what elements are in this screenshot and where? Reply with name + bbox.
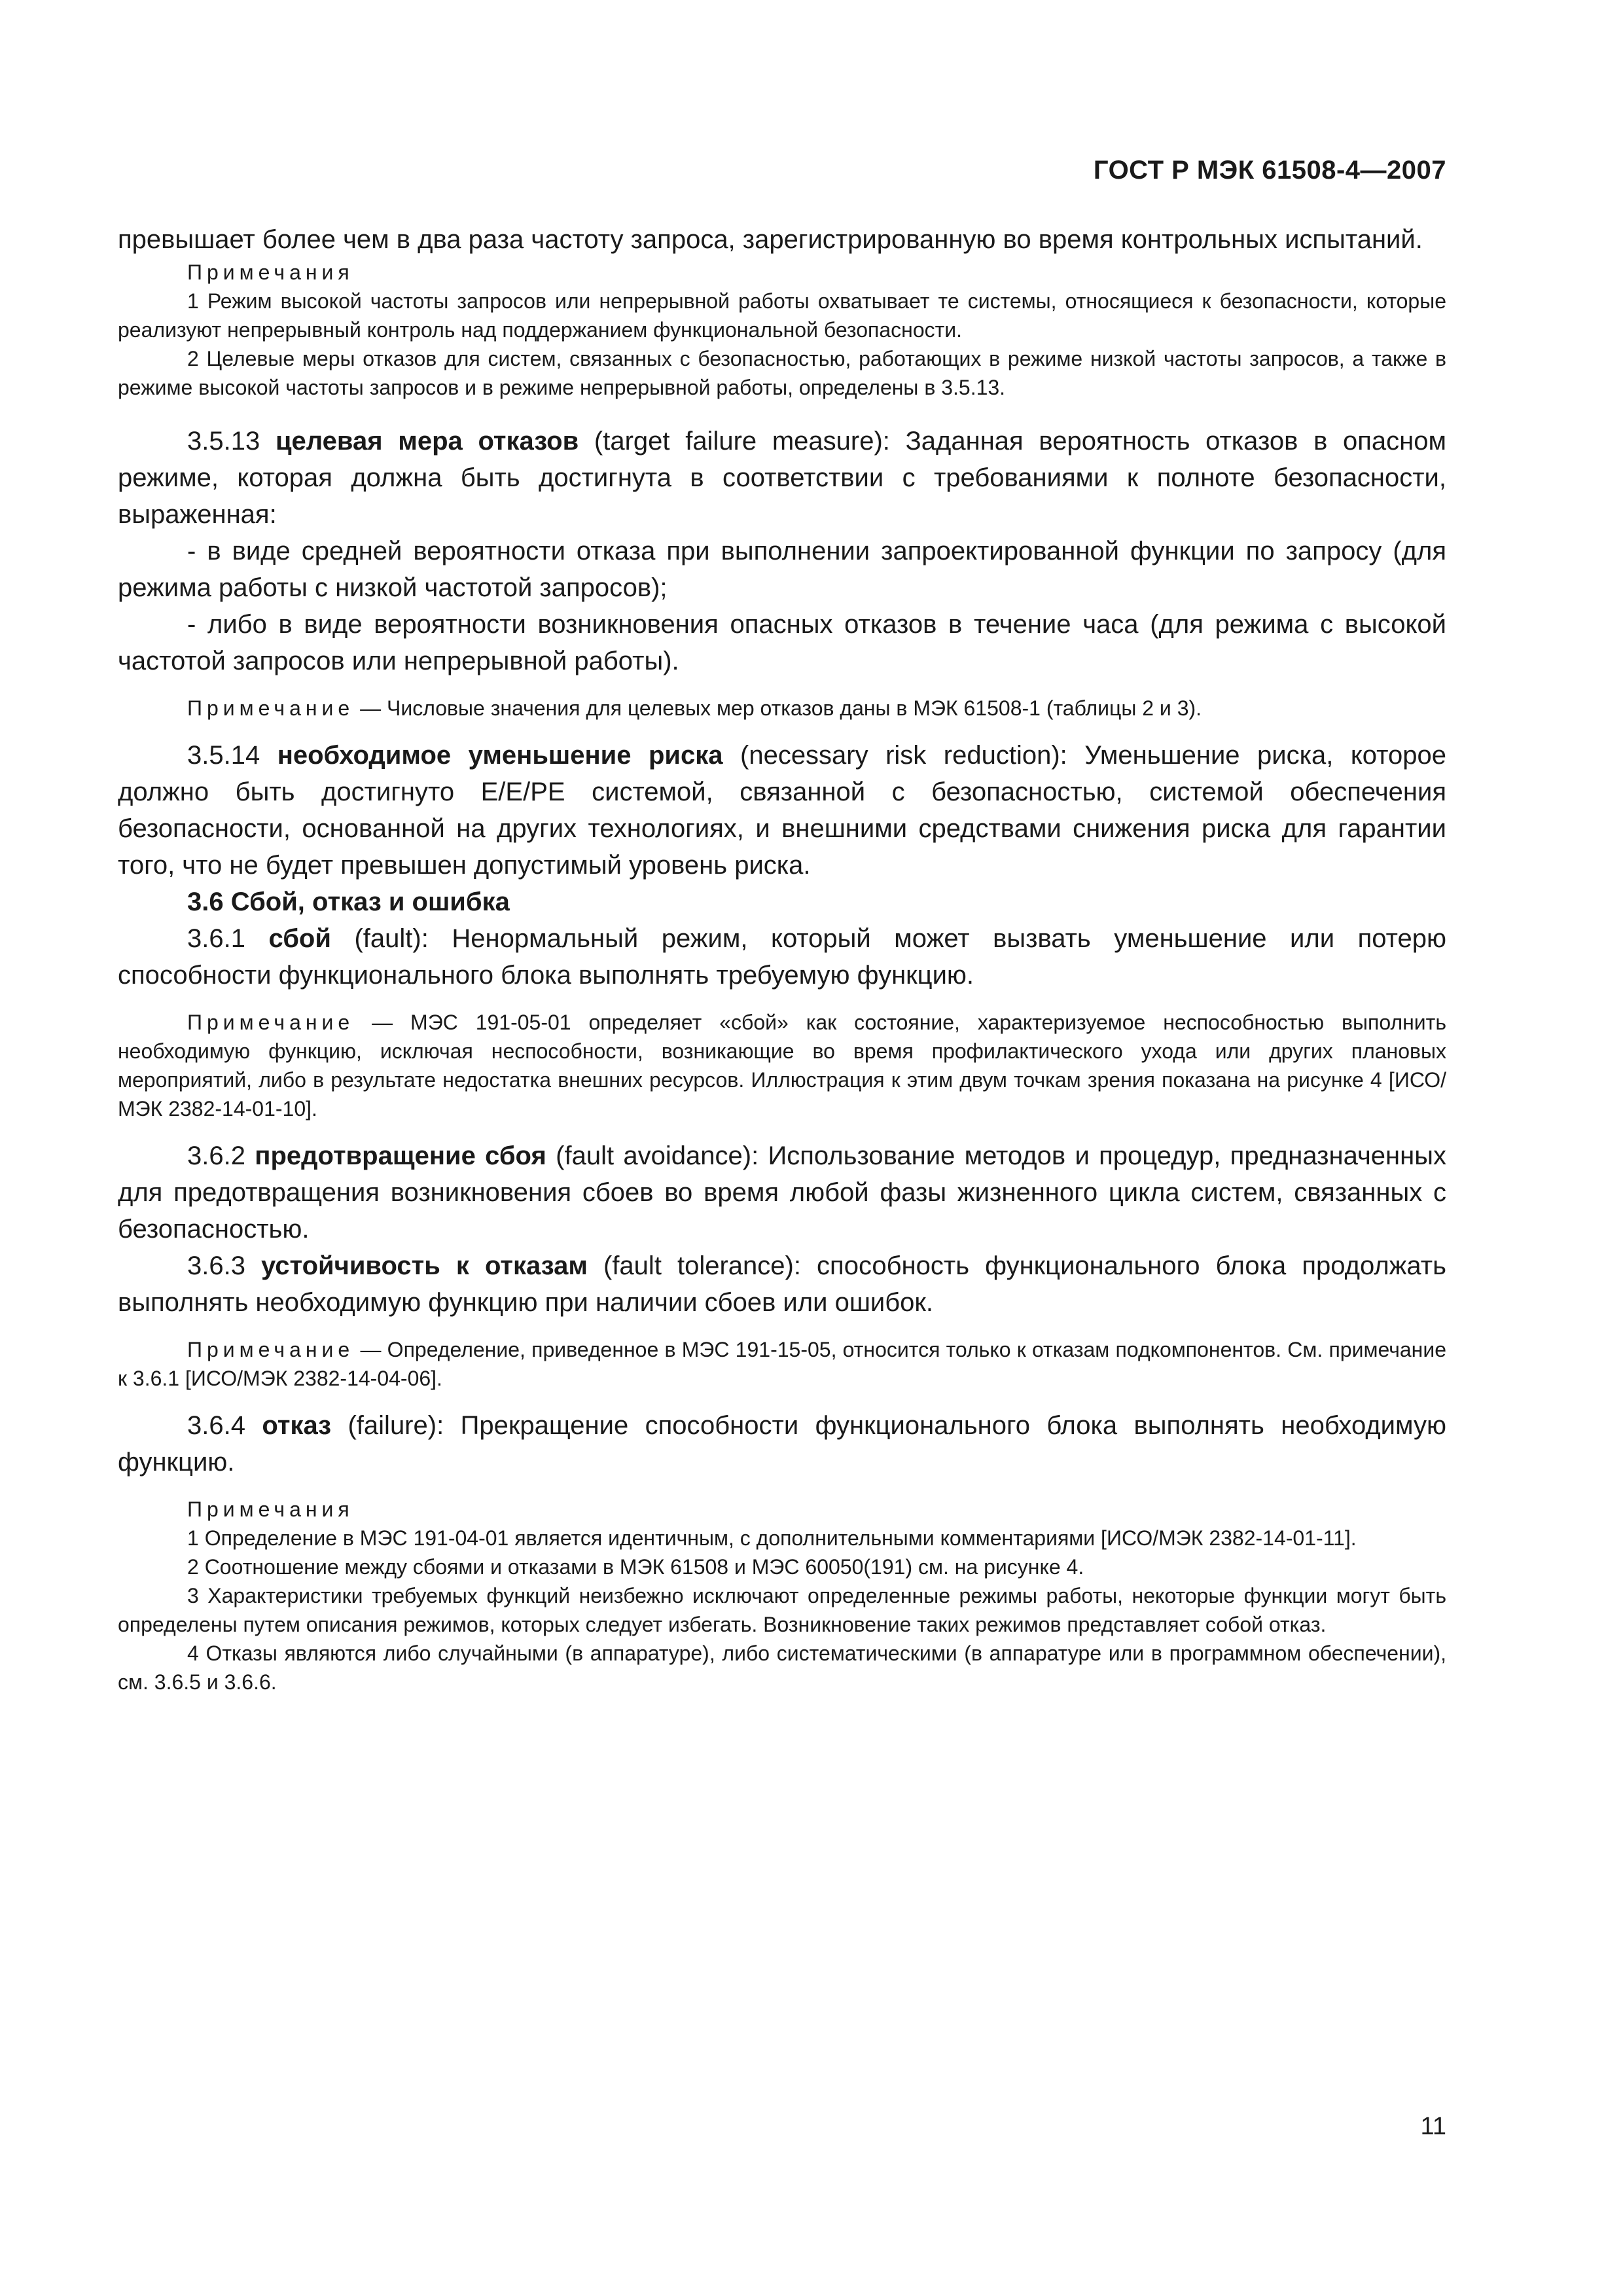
definition-text: (target failure measure): Заданная вероятность отказов в опасном режиме, которая должна быть достигнута в соответствии с требованиями к полноте безопасности, выраженная: xyxy=(118,427,1447,529)
note-label: Примечание xyxy=(187,1011,355,1034)
definition-text: (fault avoidance): Использование методов и процедур, предназначенных для предотвращения возникновения сбоев во время любой фазы жизненного цикла систем, связанных с безопасностью. xyxy=(118,1141,1446,1244)
definition-text: (fault tolerance): способность функционального блока продолжать выполнять необходимую функцию при наличии сбоев или ошибок. xyxy=(118,1251,1446,1317)
definition-text: (fault): Ненормальный режим, который может вызвать уменьшение или потерю способности функционального блока выполнять требуемую функцию. xyxy=(118,924,1446,990)
note-3-6-3 xyxy=(118,1335,1446,1393)
document-body xyxy=(118,221,1446,1696)
definition-3-6-3 xyxy=(118,1247,1446,1321)
note-item: 2 Целевые меры отказов для систем, связанных с безопасностью, работающих в режиме низкой частоты запросов, а также в режиме высокой частоты запросов и в режиме непрерывной работы, определены в 3.5.13. xyxy=(118,347,1446,399)
note-label: Примечание xyxy=(187,696,355,720)
note-text: — Определение, приведенное в МЭС 191-15-05, относится только к отказам подкомпонентов. См. примечание к 3.6.1 [ИСО/МЭК 2382-14-04-06]. xyxy=(118,1338,1447,1390)
clause-number: 3.6.4 xyxy=(187,1411,245,1440)
note-3-5-13 xyxy=(118,694,1446,723)
term: устойчивость к отказам xyxy=(261,1251,588,1280)
section-heading-3-6: 3.6 Сбой, отказ и ошибка xyxy=(187,888,510,916)
list-item: - в виде средней вероятности отказа при выполнении запроектированной функции по запросу (для режима работы с низкой частотой запросов); xyxy=(118,537,1446,602)
note-item: 3 Характеристики требуемых функций неизбежно исключают определенные режимы работы, некоторые функции могут быть определены путем описания режимов, которых следует избегать. Возникновение таких режимов представляет собой отказ. xyxy=(118,1584,1446,1636)
note-item: 1 Определение в МЭС 191-04-01 является идентичным, с дополнительными комментариями [ИСО/МЭК 2382-14-01-11]. xyxy=(187,1526,1357,1550)
note-item: 2 Соотношение между сбоями и отказами в МЭК 61508 и МЭС 60050(191) см. на рисунке 4. xyxy=(187,1555,1084,1579)
definition-3-6-4 xyxy=(118,1407,1446,1480)
note-text: — Числовые значения для целевых мер отказов даны в МЭК 61508-1 (таблицы 2 и 3). xyxy=(360,696,1202,720)
note-item: 1 Режим высокой частоты запросов или непрерывной работы охватывает те системы, относящиеся к безопасности, которые реализуют непрерывный контроль над поддержанием функциональной безопасности. xyxy=(118,289,1446,342)
note-label: Примечание xyxy=(187,1338,355,1361)
definition-text: (failure): Прекращение способности функционального блока выполнять необходимую функцию. xyxy=(118,1411,1446,1477)
note-item: 4 Отказы являются либо случайными (в аппаратуре), либо систематическими (в аппаратуре или в программном обеспечении), см. 3.6.5 и 3.6.6. xyxy=(118,1641,1446,1694)
note-3-6-1 xyxy=(118,1008,1446,1123)
clause-number: 3.6.2 xyxy=(187,1141,245,1170)
notes-title: Примечания xyxy=(187,1498,354,1521)
clause-number: 3.5.13 xyxy=(187,427,260,456)
definition-3-6-2 xyxy=(118,1138,1446,1247)
clause-number: 3.5.14 xyxy=(187,741,260,770)
paragraph-continuation: превышает более чем в два раза частоту запроса, зарегистрированную во время контрольных испытаний. xyxy=(118,225,1423,254)
note-text: — МЭС 191-05-01 определяет «сбой» как состояние, характеризуемое неспособностью выполнить необходимую функцию, исключая неспособности, возникающие во время профилактического ухода или других плановых мероприятий, либо в результате недостатка внешних ресурсов. Иллюстрация к этим двум точкам зрения показана на рисунке 4 [ИСО/МЭК 2382-14-01-10]. xyxy=(118,1011,1446,1121)
list-item: - либо в виде вероятности возникновения опасных отказов в течение часа (для режима с высокой частотой запросов или непрерывной работы). xyxy=(118,610,1446,675)
clause-number: 3.6.3 xyxy=(187,1251,245,1280)
page-number: 11 xyxy=(1420,2113,1446,2140)
term: сбой xyxy=(268,924,331,953)
term: целевая мера отказов xyxy=(275,427,579,456)
clause-number: 3.6.1 xyxy=(187,924,245,953)
term: отказ xyxy=(262,1411,332,1440)
definition-3-6-1 xyxy=(118,920,1446,994)
definition-text: (necessary risk reduction): Уменьшение риска, которое должно быть достигнуто Е/Е/РЕ системой, связанной с безопасностью, системой обеспечения безопасности, основанной на других технологиях, и внешними средствами снижения риска для гарантии того, что не будет превышен допустимый уровень риска. xyxy=(118,741,1447,880)
notes-title: Примечания xyxy=(187,260,354,284)
definition-3-5-13 xyxy=(118,423,1446,533)
document-header: ГОСТ Р МЭК 61508-4—2007 xyxy=(1093,156,1446,185)
term: предотвращение сбоя xyxy=(255,1141,546,1170)
definition-3-5-14 xyxy=(118,737,1446,884)
term: необходимое уменьшение риска xyxy=(277,741,723,770)
